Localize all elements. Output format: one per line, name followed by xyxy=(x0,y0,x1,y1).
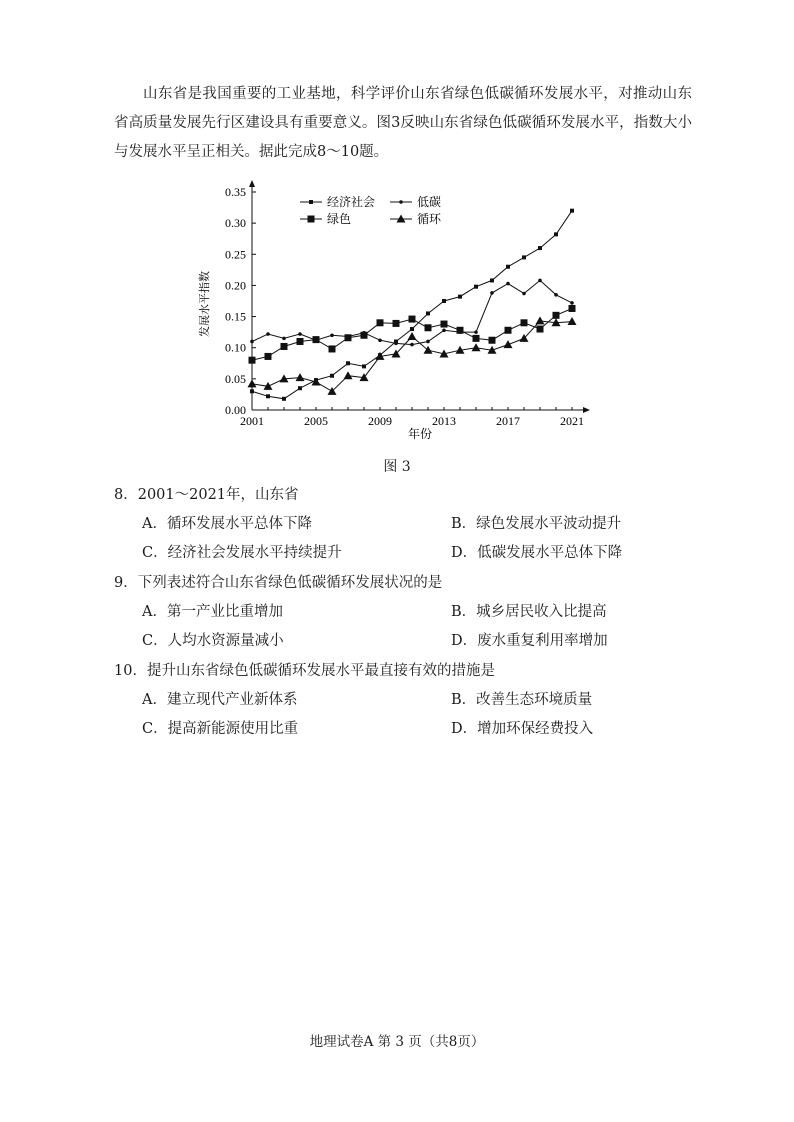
data-point xyxy=(472,343,481,351)
data-point xyxy=(457,327,464,334)
x-axis-arrow xyxy=(583,407,590,413)
x-axis-label: 年份 xyxy=(407,427,433,441)
data-point xyxy=(538,246,542,250)
chart-series xyxy=(248,209,577,401)
page-footer: 地理试卷A 第 3 页（共8页） xyxy=(309,1034,485,1050)
data-point xyxy=(570,209,574,213)
legend-label: 循环 xyxy=(417,212,442,226)
data-point xyxy=(250,340,254,344)
y-tick-label: 0.25 xyxy=(225,247,246,262)
data-point xyxy=(441,321,448,328)
figure-caption: 图 3 xyxy=(383,459,411,475)
data-point xyxy=(570,301,574,305)
question-9 xyxy=(114,568,714,656)
data-point xyxy=(553,312,560,319)
x-tick-label: 2009 xyxy=(368,414,392,428)
option-d[interactable]: D．增加环保经费投入 xyxy=(451,721,594,737)
y-tick-label: 0.20 xyxy=(225,278,246,293)
data-point xyxy=(504,340,513,348)
legend-item xyxy=(390,212,442,226)
data-point xyxy=(408,332,417,340)
data-point xyxy=(393,320,400,327)
data-point xyxy=(330,374,334,378)
data-point xyxy=(522,255,526,259)
data-point xyxy=(522,292,526,296)
y-tick-label: 0.35 xyxy=(225,185,246,199)
y-tick-label: 0.00 xyxy=(225,403,246,417)
data-point xyxy=(442,328,446,332)
question-8 xyxy=(114,480,714,568)
question-10 xyxy=(114,656,714,744)
data-point xyxy=(378,338,382,342)
data-point xyxy=(282,337,286,341)
question-stem: 提升山东省绿色低碳循环发展水平最直接有效的措施是 xyxy=(146,663,495,679)
data-point xyxy=(266,394,270,398)
data-point xyxy=(308,216,315,223)
question-stem: 下列表述符合山东省绿色低碳循环发展状况的是 xyxy=(137,575,443,591)
data-point xyxy=(309,200,313,204)
option-c[interactable]: C．经济社会发展水平持续提升 xyxy=(142,545,342,561)
y-tick-label: 0.10 xyxy=(225,340,246,355)
option-d[interactable]: D．废水重复利用率增加 xyxy=(451,633,608,649)
option-d[interactable]: D．低碳发展水平总体下降 xyxy=(451,545,623,561)
data-point xyxy=(377,319,384,326)
y-axis-label: 发展水平指数 xyxy=(199,271,211,337)
data-point xyxy=(346,361,350,365)
series-line xyxy=(252,211,572,399)
option-a[interactable]: A．建立现代产业新体系 xyxy=(142,692,298,708)
data-point xyxy=(554,293,558,297)
data-point xyxy=(474,285,478,289)
legend-item xyxy=(300,212,351,226)
data-point xyxy=(409,316,416,323)
data-point xyxy=(330,333,334,337)
legend-item xyxy=(390,194,441,209)
data-point xyxy=(249,357,256,364)
legend-label: 低碳 xyxy=(417,195,442,209)
y-tick-label: 0.15 xyxy=(225,309,246,324)
data-point xyxy=(296,373,305,381)
data-point xyxy=(329,345,336,352)
data-point xyxy=(298,386,302,390)
y-tick-label: 0.30 xyxy=(225,216,246,231)
data-point xyxy=(297,338,304,345)
data-point xyxy=(569,305,576,312)
data-point xyxy=(537,326,544,333)
data-point xyxy=(282,397,286,401)
legend-label: 经济社会 xyxy=(327,195,376,209)
question-number: 8． xyxy=(114,487,138,503)
x-tick-label: 2001 xyxy=(240,414,264,428)
data-point xyxy=(490,278,494,282)
data-point xyxy=(361,332,368,339)
development-index-chart xyxy=(190,176,600,451)
y-tick-label: 0.05 xyxy=(225,371,246,386)
data-point xyxy=(426,340,430,344)
option-a[interactable]: A．循环发展水平总体下降 xyxy=(142,516,312,532)
data-point xyxy=(313,336,320,343)
data-point xyxy=(473,335,480,342)
option-c[interactable]: C．人均水资源量减小 xyxy=(142,633,284,649)
data-point xyxy=(536,316,545,324)
data-point xyxy=(425,324,432,331)
x-tick-label: 2013 xyxy=(432,414,456,428)
x-tick-label: 2021 xyxy=(560,414,584,428)
data-point xyxy=(442,299,446,303)
data-point xyxy=(538,279,542,283)
data-point xyxy=(410,327,414,331)
data-point xyxy=(265,353,272,360)
data-point xyxy=(250,389,254,393)
data-point xyxy=(298,332,302,336)
option-b[interactable]: B．绿色发展水平波动提升 xyxy=(451,516,622,532)
series-1 xyxy=(250,209,574,401)
question-number: 9． xyxy=(114,575,138,591)
data-point xyxy=(344,371,353,379)
data-point xyxy=(345,334,352,341)
legend-item xyxy=(300,194,375,209)
data-point xyxy=(248,379,257,387)
data-point xyxy=(474,330,478,334)
data-point xyxy=(410,343,414,347)
data-point xyxy=(394,342,398,346)
data-point xyxy=(521,319,528,326)
y-axis-arrow xyxy=(249,180,255,187)
legend-label: 绿色 xyxy=(327,212,352,226)
option-b[interactable]: B．改善生态环境质量 xyxy=(451,692,593,708)
data-point xyxy=(281,343,288,350)
data-point xyxy=(266,332,270,336)
option-c[interactable]: C．提高新能源使用比重 xyxy=(142,721,299,737)
question-stem: 2001～2021年，山东省 xyxy=(137,487,299,503)
data-point xyxy=(426,311,430,315)
data-point xyxy=(506,282,510,286)
data-point xyxy=(362,364,366,368)
data-point xyxy=(399,200,403,204)
chart-legend xyxy=(300,194,442,226)
option-a[interactable]: A．第一产业比重增加 xyxy=(142,604,283,620)
option-b[interactable]: B．城乡居民收入比提高 xyxy=(451,604,607,620)
x-tick-label: 2017 xyxy=(496,414,520,428)
data-point xyxy=(568,317,577,325)
data-point xyxy=(506,265,510,269)
data-point xyxy=(490,291,494,295)
data-point xyxy=(505,327,512,334)
x-tick-label: 2005 xyxy=(304,414,328,428)
data-point xyxy=(554,232,558,236)
data-point xyxy=(489,337,496,344)
intro-paragraph: 山东省是我国重要的工业基地，科学评价山东省绿色低碳循环发展水平，对推动山东省高质量发展先行区建设具有重要意义。图3反映山东省绿色低碳循环发展水平，指数大小与发展水平呈正相关。据此完成8～10题。 xyxy=(114,86,692,160)
question-number: 10． xyxy=(114,663,147,679)
data-point xyxy=(458,295,462,299)
